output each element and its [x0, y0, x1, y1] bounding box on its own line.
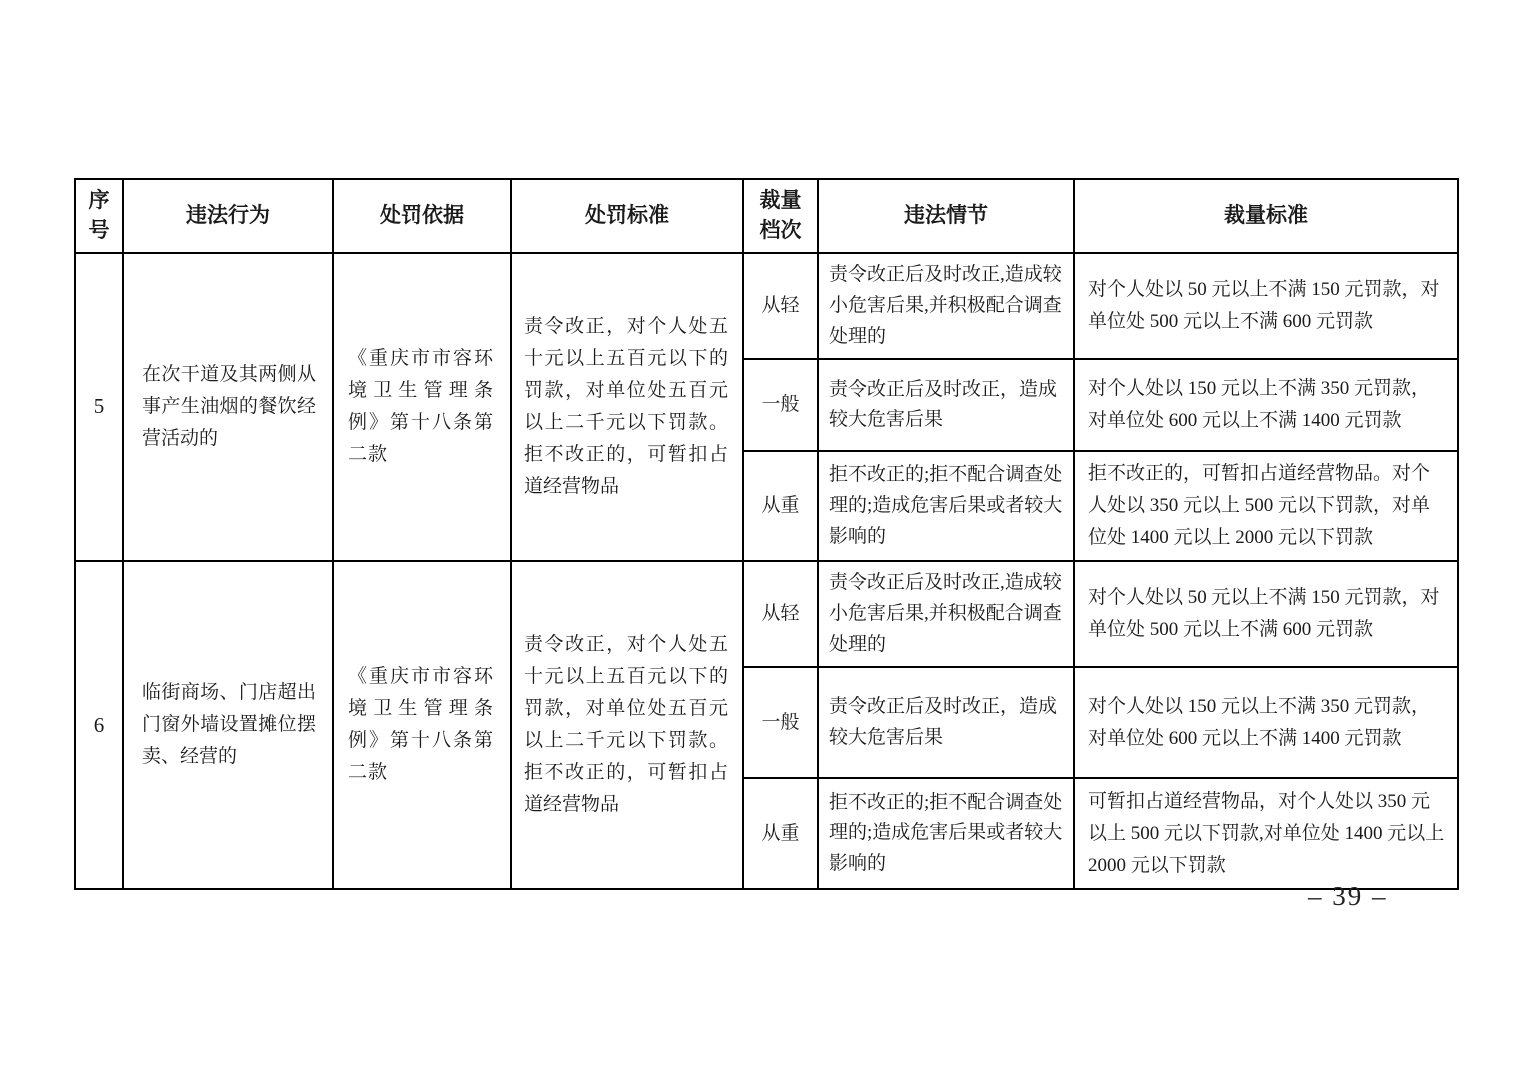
column-header-illegal-act: 违法行为: [123, 179, 333, 253]
table-header-row: [75, 179, 1458, 253]
discretion-standard-cell: 拒不改正的，可暂扣占道经营物品。对个人处以 350 元以上 500 元以下罚款，对单位处 1400 元以上 2000 元以下罚款: [1074, 451, 1458, 561]
column-header-index: 序号: [75, 179, 123, 253]
column-header-discretion-level: 裁量档次: [743, 179, 818, 253]
table-row: [75, 253, 1458, 359]
penalty-standard-cell: 责令改正，对个人处五十元以上五百元以下的罚款，对单位处五百元以上二千元以下罚款。拒不改正的，可暂扣占道经营物品: [511, 253, 743, 561]
tier-level-cell: 从重: [743, 778, 818, 889]
tier-level-cell: 一般: [743, 667, 818, 778]
penalty-basis-cell: 《重庆市市容环境卫生管理条例》第十八条第二款: [333, 561, 511, 889]
penalty-discretion-table: [74, 178, 1459, 890]
circumstance-cell: 拒不改正的;拒不配合调查处理的;造成危害后果或者较大影响的: [818, 778, 1074, 889]
circumstance-cell: 责令改正后及时改正,造成较小危害后果,并积极配合调查处理的: [818, 561, 1074, 667]
discretion-standard-cell: 对个人处以 150 元以上不满 350 元罚款，对单位处 600 元以上不满 1400 元罚款: [1074, 359, 1458, 451]
tier-level-cell: 从轻: [743, 253, 818, 359]
page-number: – 39 –: [1308, 881, 1388, 911]
circumstance-cell: 拒不改正的;拒不配合调查处理的;造成危害后果或者较大影响的: [818, 451, 1074, 561]
circumstance-cell: 责令改正后及时改正，造成较大危害后果: [818, 667, 1074, 778]
discretion-standard-cell: 对个人处以 150 元以上不满 350 元罚款，对单位处 600 元以上不满 1400 元罚款: [1074, 667, 1458, 778]
tier-level-cell: 从重: [743, 451, 818, 561]
penalty-standard-cell: 责令改正，对个人处五十元以上五百元以下的罚款，对单位处五百元以上二千元以下罚款。拒不改正的，可暂扣占道经营物品: [511, 561, 743, 889]
entry-number-cell: 5: [75, 253, 123, 561]
discretion-standard-cell: 对个人处以 50 元以上不满 150 元罚款，对单位处 500 元以上不满 600 元罚款: [1074, 253, 1458, 359]
tier-level-cell: 一般: [743, 359, 818, 451]
circumstance-cell: 责令改正后及时改正，造成较大危害后果: [818, 359, 1074, 451]
column-header-penalty-basis: 处罚依据: [333, 179, 511, 253]
illegal-act-cell: 临街商场、门店超出门窗外墙设置摊位摆卖、经营的: [123, 561, 333, 889]
column-header-circumstance: 违法情节: [818, 179, 1074, 253]
column-header-penalty-standard: 处罚标准: [511, 179, 743, 253]
circumstance-cell: 责令改正后及时改正,造成较小危害后果,并积极配合调查处理的: [818, 253, 1074, 359]
tier-level-cell: 从轻: [743, 561, 818, 667]
discretion-standard-cell: 可暂扣占道经营物品，对个人处以 350 元以上 500 元以下罚款,对单位处 1400 元以上 2000 元以下罚款: [1074, 778, 1458, 889]
illegal-act-cell: 在次干道及其两侧从事产生油烟的餐饮经营活动的: [123, 253, 333, 561]
entry-number-cell: 6: [75, 561, 123, 889]
table-row: [75, 561, 1458, 667]
discretion-standard-cell: 对个人处以 50 元以上不满 150 元罚款，对单位处 500 元以上不满 600 元罚款: [1074, 561, 1458, 667]
penalty-basis-cell: 《重庆市市容环境卫生管理条例》第十八条第二款: [333, 253, 511, 561]
column-header-discretion-standard: 裁量标准: [1074, 179, 1458, 253]
